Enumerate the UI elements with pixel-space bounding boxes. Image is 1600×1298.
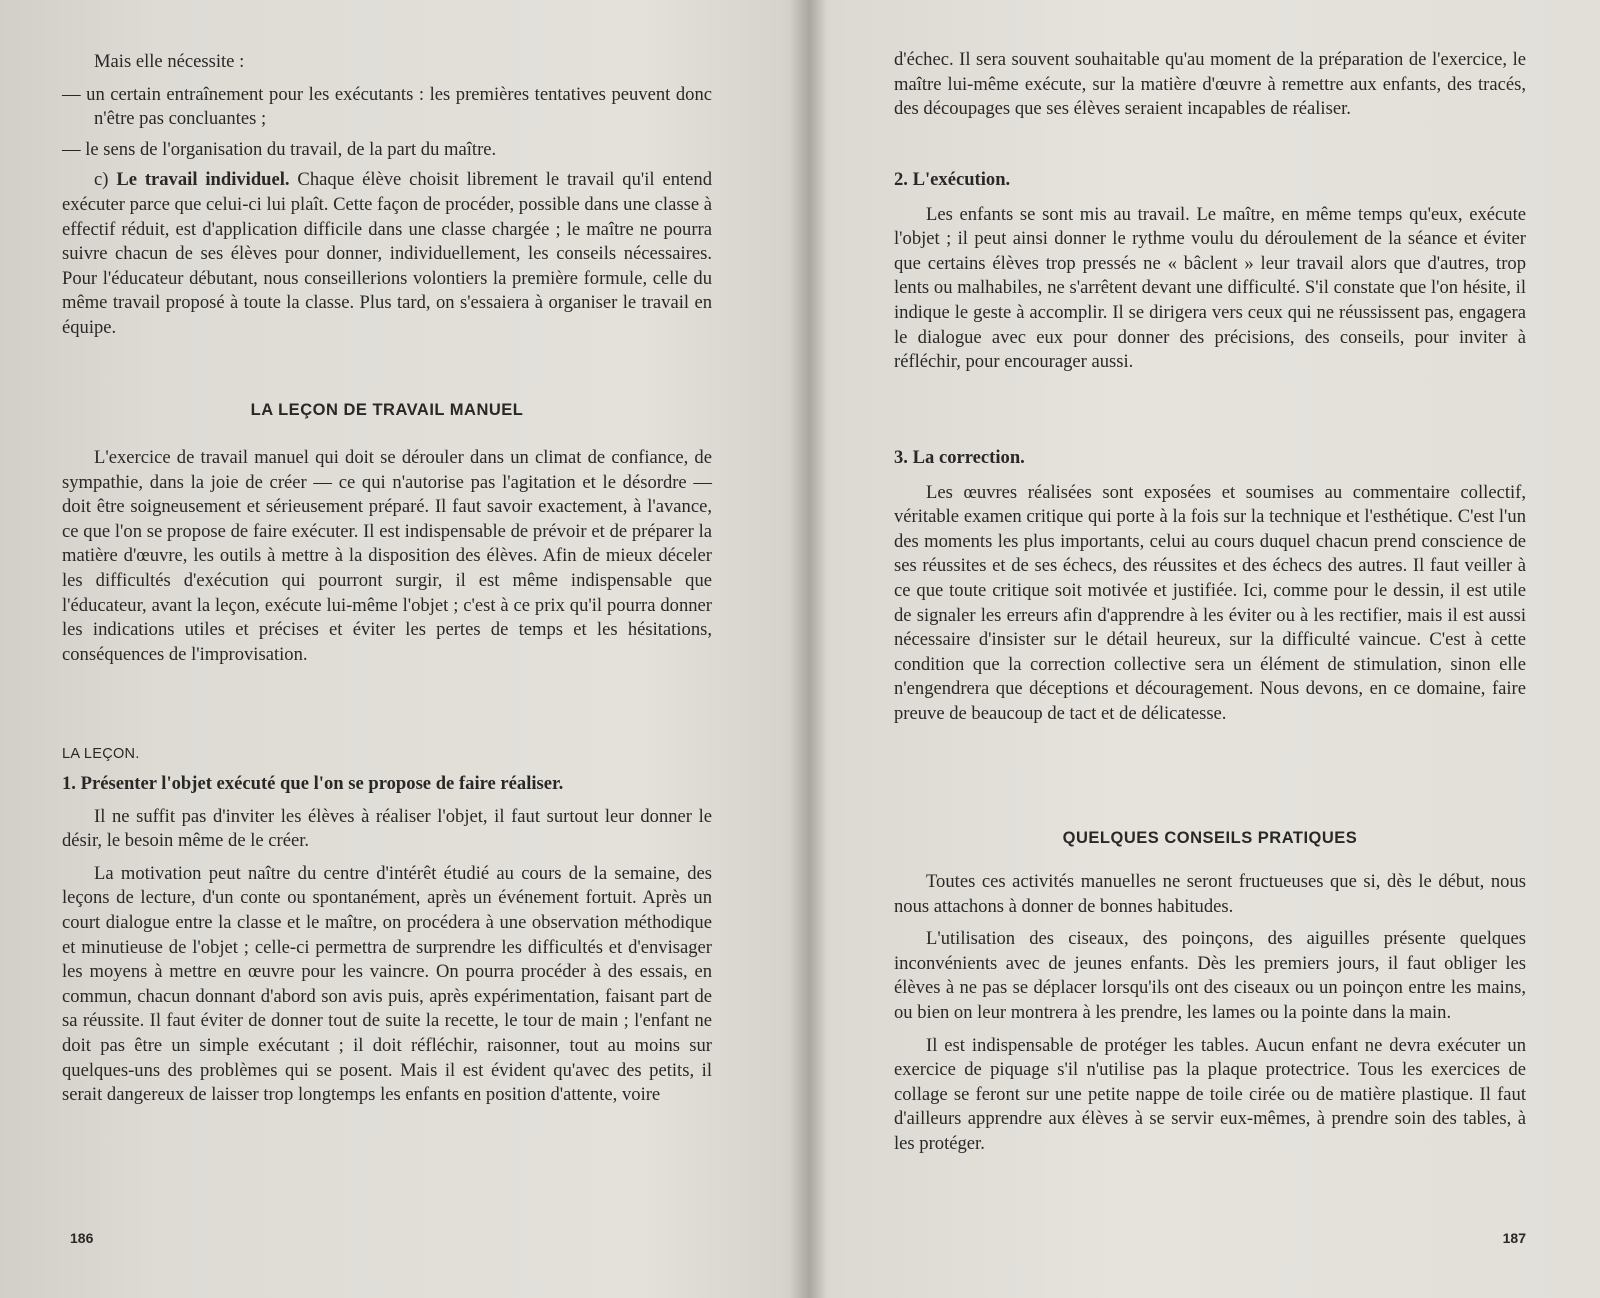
tips-block bbox=[894, 870, 1526, 1165]
step1-paragraph-1: Il ne suffit pas d'inviter les élèves à réaliser l'objet, il faut surtout leur donner le désir, le besoin même de le créer. bbox=[62, 805, 712, 852]
tips-paragraph-1: Toutes ces activités manuelles ne seront fructueuses que si, dès le début, nous nous attachons à donner de bonnes habitudes. bbox=[894, 871, 1526, 917]
tips-paragraph-2: L'utilisation des ciseaux, des poinçons, des aiguilles présente quelques inconvénients avec de jeunes enfants. Dès les premiers jours, il faut obliger les élèves à ne pas se déplacer lorsqu'ils ont des ciseaux ou un poinçon entre les mains, ou bien on leur montrera à les prendre, les lames ou la pointe dans la main. bbox=[894, 928, 1526, 1023]
section-paragraph: L'exercice de travail manuel qui doit se dérouler dans un climat de confiance, de sympathie, dans la joie de créer — ce qui n'autorise pas l'agitation et le désordre — doit être soigneusement et sérieusement préparé. Il faut savoir exactement, à l'avance, ce que l'on se propose de faire exécuter. Il est indispensable de prévoir et de préparer la matière d'œuvre, les outils à mettre à la disposition des élèves. Afin de mieux déceler les difficultés d'exécution qui pourront surgir, il est même indispensable que l'éducateur, avant la leçon, exécute lui-même l'objet ; c'est à ce prix qu'il pourra donner les indications utiles et précises et éviter les pertes de temps et les hésitations, conséquences de l'improvisation. bbox=[62, 447, 712, 665]
step3-block bbox=[894, 446, 1526, 735]
right-page bbox=[894, 0, 1526, 1298]
page-number-left: 186 bbox=[70, 1230, 94, 1246]
para-c-text: Chaque élève choisit librement le travail qu'il entend exécuter parce que celui-ci lui plaît. Cette façon de procéder, possible dans une classe à effectif réduit, est d'application difficile dans une classe chargée ; le maître ne pourra suivre chacun de ses élèves pour donner, individuellement, les conseils nécessaires. Pour l'éducateur débutant, nous conseillerions volontiers la première formule, celle du même travail proposé à toute la classe. Plus tard, on s'essaiera à organiser le travail en équipe. bbox=[62, 169, 713, 338]
dash-item: — le sens de l'organisation du travail, de la part du maître. bbox=[62, 138, 497, 160]
intro-line: Mais elle nécessite : bbox=[94, 51, 245, 72]
left-section-heading-block bbox=[62, 398, 712, 423]
step3-heading: 3. La correction. bbox=[894, 447, 1025, 468]
left-page bbox=[62, 0, 712, 1298]
step2-paragraph: Les enfants se sont mis au travail. Le maître, en même temps qu'eux, exécute l'objet ; il peut ainsi donner le rythme voulu du déroulement de la séance et éviter que certains élèves trop pressés ne « bâclent » leur travail alors que d'autres, trop lents ou malhabiles, ne s'arrêtent devant une difficulté. S'il constate que l'on hésite, il indique le geste à accomplir. Il se dirigera vers ceux qui ne réussissent pas, engagera le dialogue avec eux pour donner des précisions, des conseils, pour inviter à réfléchir, pour encourager aussi. bbox=[894, 203, 1526, 373]
step1-paragraph-2: La motivation peut naître du centre d'intérêt étudié au cours de la semaine, des leçons de lecture, d'un conte ou spontanément, après un événement fortuit. Après un court dialogue entre la classe et le maître, on procédera à une observation méthodique et minutieuse de l'objet ; celle-ci permettra de surprendre les difficultés et d'envisager les moyens à mettre en œuvre pour les vaincre. On pourra procéder à des essais, en commun, chacun donnant d'abord son avis puis, après expérimentation, faisant part de sa réussite. Il faut éviter de donner tout de suite la recette, le tour de main ; l'enfant ne doit pas être un simple exécutant ; il doit réfléchir, raisonner, tout au moins sur quelques-uns des problèmes qui se posent. Mais il est évident qu'avec des petits, il serait dangereux de laisser trop longtemps les enfants en position d'attente, voire bbox=[62, 862, 712, 1106]
page-number-right: 187 bbox=[1502, 1230, 1526, 1246]
section-heading: QUELQUES CONSEILS PRATIQUES bbox=[1062, 829, 1358, 847]
tips-paragraph-3: Il est indispensable de protéger les tables. Aucun enfant ne devra exécuter un exercice de piquage s'il n'utilise pas la plaque protectrice. Tous les exercices de collage se feront sur une petite nappe de toile cirée ou de matière plastique. Il faut d'ailleurs apprendre aux élèves à se servir eux-mêmes, à prendre soin des tables, à les protéger. bbox=[894, 1034, 1526, 1154]
left-section-body bbox=[62, 446, 712, 675]
section-heading: LA LEÇON DE TRAVAIL MANUEL bbox=[250, 401, 524, 419]
continued-paragraph: d'échec. Il sera souvent souhaitable qu'au moment de la préparation de l'exercice, le maître lui-même exécute, sur la matière d'œuvre à remettre aux enfants, des tracés, des découpages que ses élèves seraient incapables de réaliser. bbox=[894, 49, 1526, 120]
right-section-heading-block bbox=[894, 826, 1526, 851]
lecon-label: LA LEÇON. bbox=[62, 746, 140, 762]
para-c-bold-title: Le travail individuel. bbox=[116, 169, 290, 191]
step1-block bbox=[62, 772, 712, 1116]
step2-heading: 2. L'exécution. bbox=[894, 169, 1011, 190]
paragraph-c bbox=[62, 168, 712, 340]
step2-block bbox=[894, 168, 1526, 383]
step1-heading: 1. Présenter l'objet exécuté que l'on se propose de faire réaliser. bbox=[62, 773, 564, 794]
left-intro-block bbox=[62, 50, 712, 349]
step3-paragraph: Les œuvres réalisées sont exposées et soumises au commentaire collectif, véritable examen critique qui porte à la fois sur la technique et l'esthétique. C'est l'un des moments les plus importants, celui au cours duquel chacun prend conscience de ses réussites et de ses échecs, des réussites et des échecs des autres. Il faut veiller à ce que toute critique soit motivée et justifiée. Ici, comme pour le dessin, il est utile de signaler les erreurs afin d'apprendre à les éviter ou à les rectifier, mais il est aussi nécessaire d'insister sur le détail heureux, sur la difficulté vaincue. C'est à cette condition que la correction collective sera un élément de stimulation, sinon elle n'engendrera que déceptions et découragement. Nous devons, en ce domaine, faire preuve de beaucoup de tact et de délicatesse. bbox=[894, 481, 1526, 724]
book-gutter bbox=[790, 0, 826, 1298]
lecon-block bbox=[62, 742, 712, 767]
continued-block bbox=[894, 48, 1526, 130]
para-c-label: c) bbox=[94, 169, 117, 191]
dash-item: — un certain entraînement pour les exécutants : les premières tentatives peuvent donc n'être pas concluantes ; bbox=[62, 83, 712, 130]
